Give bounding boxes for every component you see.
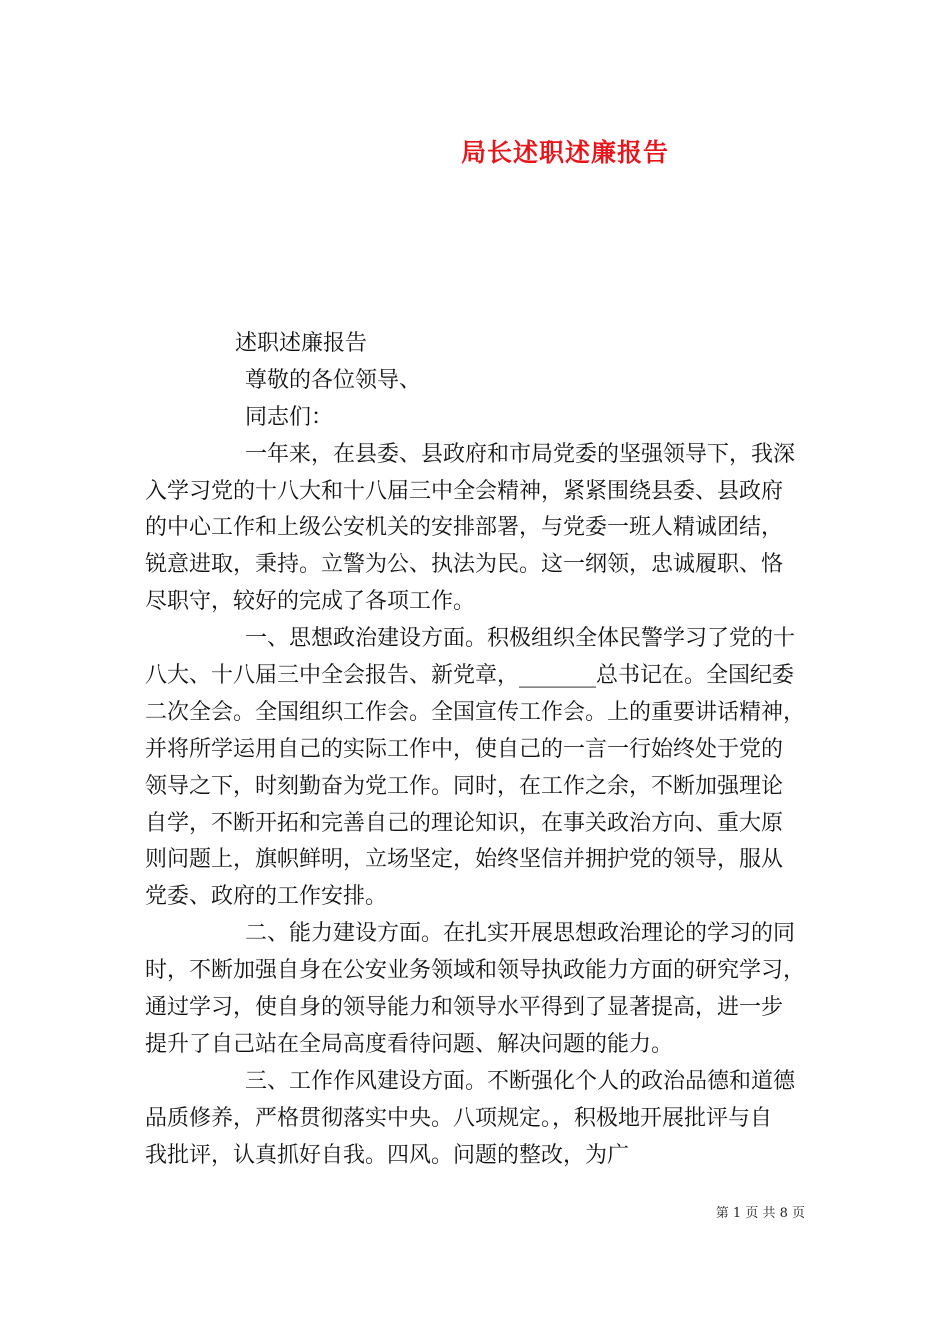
text-line: 同志们： bbox=[245, 404, 334, 430]
text-line: 品质修养，严格贯彻落实中央。八项规定。，积极地开展批评与自 bbox=[145, 1105, 773, 1131]
text-line: 领导之下，时刻勤奋为党工作。同时，在工作之余，不断加强理论 bbox=[145, 773, 784, 799]
text-line: 自学，不断开拓和完善自己的理论知识，在事关政治方向、重大原 bbox=[145, 810, 784, 836]
text-line: 我批评，认真抓好自我。四风。问题的整改，为广 bbox=[145, 1142, 630, 1168]
text-line: 尽职守，较好的完成了各项工作。 bbox=[145, 589, 476, 615]
text-line: 通过学习，使自身的领导能力和领导水平得到了显著提高，进一步 bbox=[145, 995, 784, 1021]
text-line: 三、工作作风建设方面。不断强化个人的政治品德和道德 bbox=[245, 1068, 796, 1094]
text-line: 锐意进取，秉持。立警为公、执法为民。这一纲领，忠诚履职、恪 bbox=[145, 552, 784, 578]
text-line: 二次全会。全国组织工作会。全国宣传工作会。上的重要讲话精神， bbox=[145, 699, 806, 725]
text-line: 述职述廉报告 bbox=[235, 331, 368, 356]
page-title: 局长述职述廉报告 bbox=[460, 138, 669, 167]
text-line: 提升了自己站在全局高度看待问题、解决问题的能力。 bbox=[145, 1031, 674, 1057]
text-line: 的中心工作和上级公安机关的安排部署，与党委一班人精诚团结， bbox=[145, 515, 784, 541]
text-line: 并将所学运用自己的实际工作中，使自己的一言一行始终处于党的 bbox=[145, 736, 784, 762]
text-line: 二、能力建设方面。在扎实开展思想政治理论的学习的同 bbox=[245, 921, 796, 947]
page-number-footer: 第 1 页 共 8 页 bbox=[715, 1206, 805, 1221]
text-line: 八大、十八届三中全会报告、新党章，_______总书记在。全国纪委 bbox=[145, 663, 795, 689]
text-line: 一年来，在县委、县政府和市局党委的坚强领导下，我深 bbox=[245, 441, 796, 467]
text-line: 时，不断加强自身在公安业务领域和领导执政能力方面的研究学习， bbox=[145, 958, 806, 984]
document-body bbox=[145, 326, 835, 1174]
text-line: 尊敬的各位领导、 bbox=[245, 367, 422, 393]
text-line: 则问题上，旗帜鲜明，立场坚定，始终坚信并拥护党的领导，服从 bbox=[145, 847, 784, 873]
text-line: 入学习党的十八大和十八届三中全会精神，紧紧围绕县委、县政府 bbox=[145, 478, 784, 504]
text-line: 一、思想政治建设方面。积极组织全体民警学习了党的十 bbox=[245, 626, 796, 652]
text-line: 党委、政府的工作安排。 bbox=[145, 884, 388, 910]
